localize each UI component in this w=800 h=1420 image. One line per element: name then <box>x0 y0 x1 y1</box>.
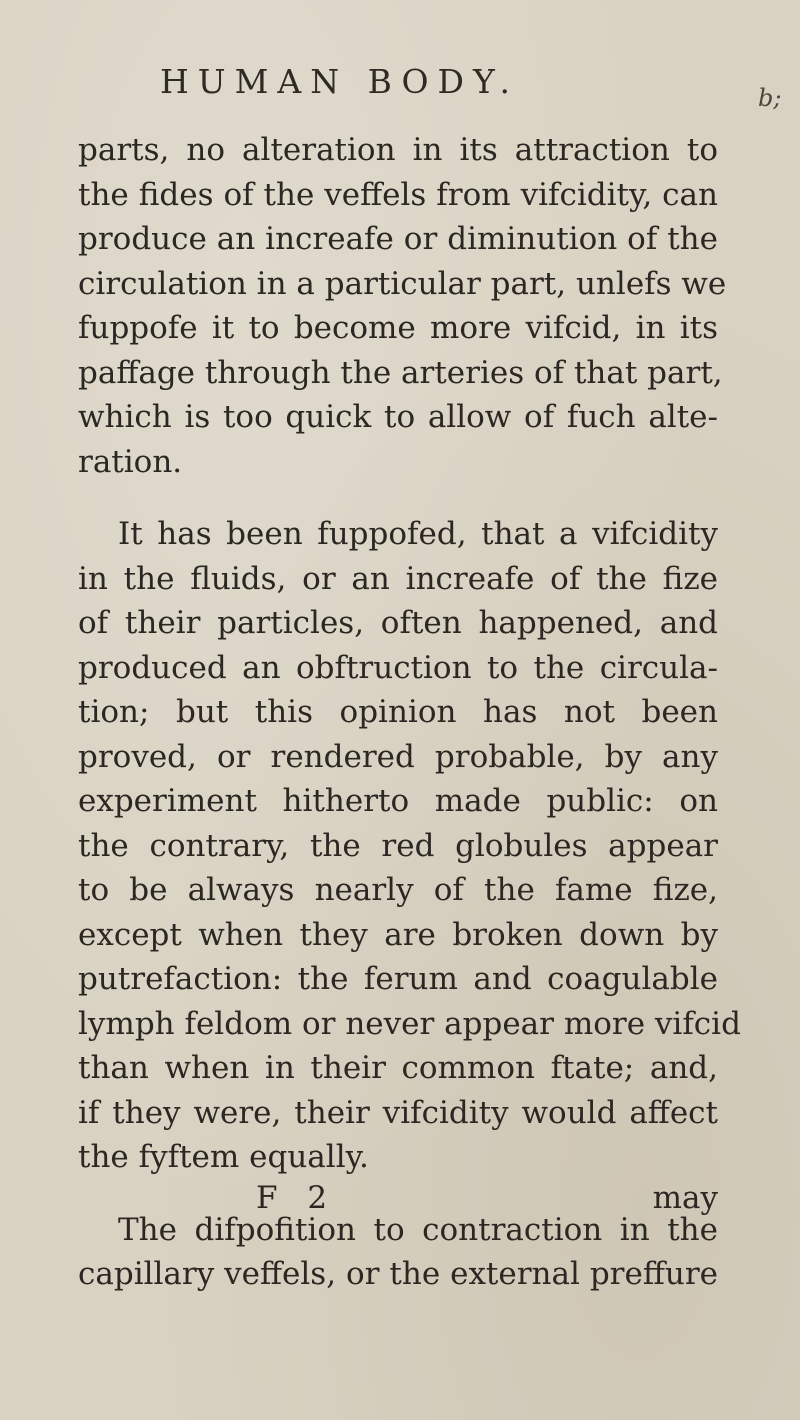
paragraph-gap <box>78 484 718 512</box>
page-mark: b; <box>758 84 782 112</box>
text-line: to be always nearly of the fame fize, <box>78 872 718 908</box>
text-line: the contrary, the red globules appear <box>78 827 718 864</box>
text-line: fuppofe it to become more vifcid, in its <box>78 310 718 346</box>
text-line: experiment hitherto made public: on <box>78 783 718 819</box>
running-head: HUMAN BODY. <box>160 62 519 101</box>
text-line: putrefaction: the ferum and coagulable <box>78 961 718 997</box>
text-line: of their particles, often happened, and <box>78 605 718 641</box>
text-line: the fides of the veffels from vifcidity, can <box>78 176 718 213</box>
text-line: lymph feldom or never appear more vifcid <box>78 1005 741 1042</box>
text-line: paffage through the arteries of that part, <box>78 354 723 391</box>
text-line: capillary veffels, or the external preffure <box>78 1256 718 1292</box>
text-line: produced an obftruction to the circula- <box>78 649 718 686</box>
text-line: proved, or rendered probable, by any <box>78 738 718 775</box>
text-line: than when in their common ftate; and, <box>78 1050 718 1086</box>
text-line: It has been fuppofed, that a vifcidity <box>118 516 718 552</box>
text-line: produce an increafe or diminution of the <box>78 221 718 257</box>
text-line: ration. <box>78 443 183 480</box>
text-line: The difpofition to contraction in the <box>118 1211 718 1248</box>
body-text <box>78 128 741 1297</box>
text-line: tion; but this opinion has not been <box>78 694 718 730</box>
catchword: may <box>652 1180 718 1216</box>
page-footer <box>78 1180 718 1224</box>
text-line: circulation in a particular part, unlefs we <box>78 265 727 302</box>
text-line: the fyftem equally. <box>78 1139 369 1175</box>
signature-mark: F 2 <box>256 1180 338 1216</box>
text-line: if they were, their vifcidity would affect <box>78 1094 718 1131</box>
text-line: except when they are broken down by <box>78 916 718 953</box>
text-line: parts, no alteration in its attraction to <box>78 132 718 168</box>
text-line: in the fluids, or an increafe of the fize <box>78 560 718 597</box>
text-line: which is too quick to allow of fuch alte- <box>78 399 718 435</box>
